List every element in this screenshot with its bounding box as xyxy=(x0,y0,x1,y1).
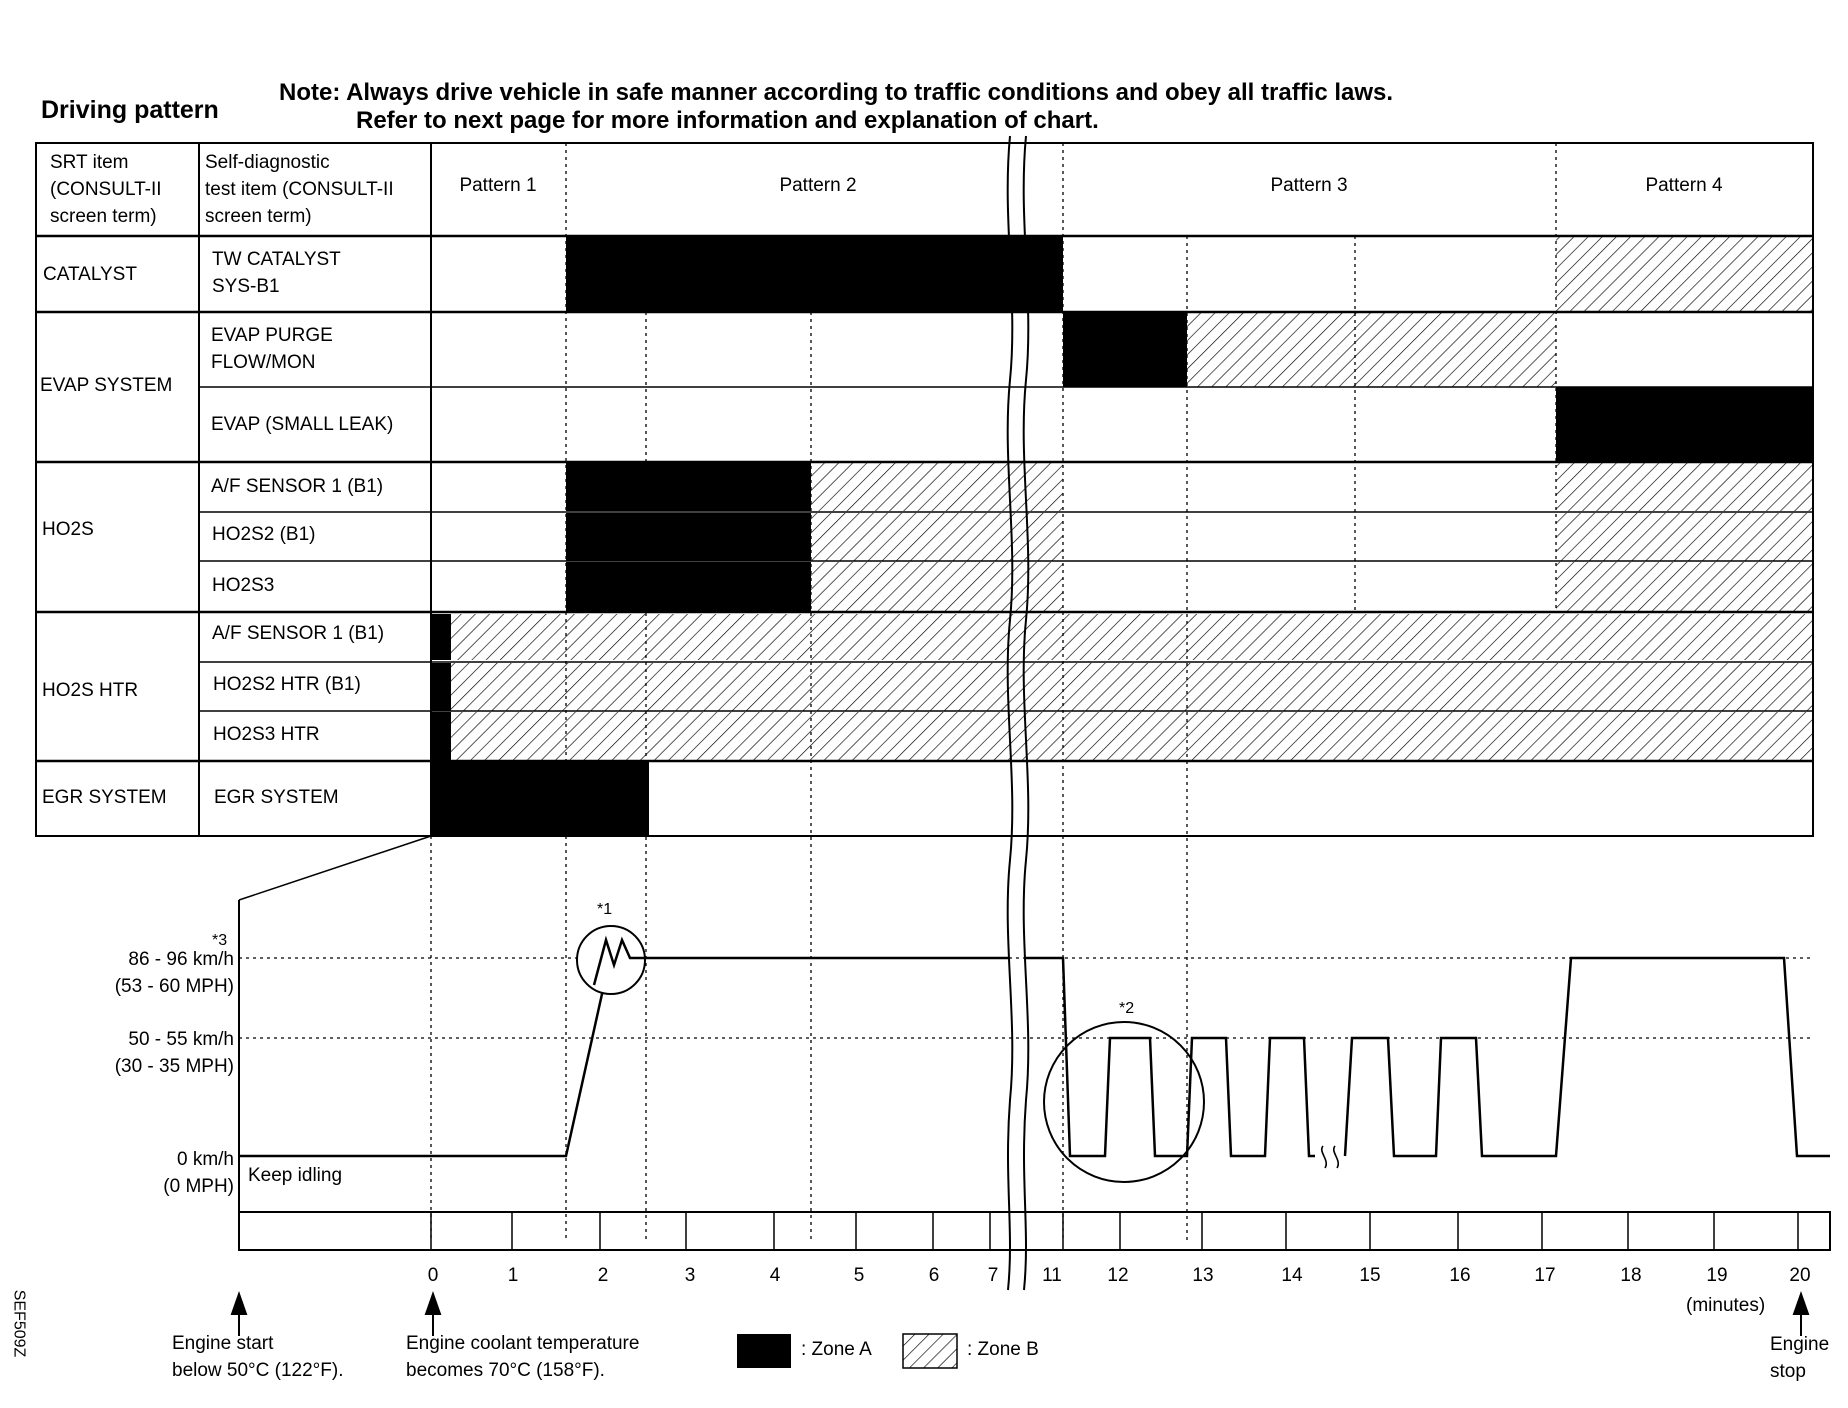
item-tw-catalyst: TW CATALYST SYS-B1 xyxy=(212,249,341,297)
marker-3: *3 xyxy=(212,932,228,949)
item-ho2s3: HO2S3 xyxy=(212,575,275,596)
zone-a-af-sensor xyxy=(566,463,811,511)
note-line-2: Refer to next page for more information and explanation of chart. xyxy=(356,107,1099,134)
zone-b-ho2s2-a xyxy=(811,513,1063,561)
zone-b-ho2s3-a xyxy=(811,562,1063,612)
zone-a-evap-small-leak xyxy=(1556,387,1813,463)
note-line-1: Note: Always drive vehicle in safe manner according to traffic conditions and obey all traffic laws. xyxy=(279,79,1394,106)
zone-b-htr-1 xyxy=(451,614,1813,660)
zone-a-evap-purge xyxy=(1063,313,1187,387)
zone-b-evap-purge xyxy=(1187,313,1556,387)
pattern-4-header: Pattern 4 xyxy=(1645,175,1723,196)
item-af-sensor-htr: A/F SENSOR 1 (B1) xyxy=(212,623,385,644)
tick-11: 11 xyxy=(1042,1265,1062,1286)
tick-16: 16 xyxy=(1449,1265,1471,1286)
zone-a-catalyst xyxy=(566,236,1063,311)
item-ho2s3-htr: HO2S3 HTR xyxy=(213,724,320,745)
tick-12: 12 xyxy=(1107,1265,1129,1286)
tick-14: 14 xyxy=(1281,1265,1303,1286)
zone-b-af-sensor-b xyxy=(1556,463,1813,511)
tick-0: 0 xyxy=(427,1265,439,1286)
zone-a-ho2s3 xyxy=(566,562,811,612)
tick-15: 15 xyxy=(1359,1265,1381,1286)
tick-2: 2 xyxy=(597,1265,609,1286)
col1-header: SRT item (CONSULT-II screen term) xyxy=(50,152,162,227)
tick-19: 19 xyxy=(1706,1265,1728,1286)
coolant-note: Engine coolant temperature becomes 70°C (158°F). xyxy=(406,1333,640,1381)
item-af-sensor: A/F SENSOR 1 (B1) xyxy=(211,476,384,497)
zone-a-htr-3 xyxy=(431,712,451,760)
tick-13: 13 xyxy=(1192,1265,1214,1286)
tick-5: 5 xyxy=(853,1265,865,1286)
pattern-3-header: Pattern 3 xyxy=(1270,175,1348,196)
tick-20: 20 xyxy=(1789,1265,1811,1286)
group-ho2s: HO2S xyxy=(42,519,94,540)
group-evap-system: EVAP SYSTEM xyxy=(40,375,173,396)
pattern-2-header: Pattern 2 xyxy=(779,175,857,196)
marker-2: *2 xyxy=(1119,1000,1135,1017)
marker-1: *1 xyxy=(597,901,613,918)
group-catalyst: CATALYST xyxy=(43,264,137,285)
zone-a-swatch xyxy=(737,1334,791,1368)
item-ho2s2-htr: HO2S2 HTR (B1) xyxy=(213,674,361,695)
engine-start-note: Engine start below 50°C (122°F). xyxy=(172,1333,344,1381)
time-unit-label: (minutes) xyxy=(1686,1295,1766,1316)
tick-7: 7 xyxy=(987,1265,999,1286)
zone-b-ho2s2-b xyxy=(1556,513,1813,561)
zone-b-htr-3 xyxy=(451,712,1813,760)
zone-b-ho2s3-b xyxy=(1556,562,1813,612)
zone-b-catalyst xyxy=(1556,236,1813,311)
diagram-title: Driving pattern xyxy=(41,96,219,124)
item-evap-purge: EVAP PURGE FLOW/MON xyxy=(211,325,333,373)
legend-zone-b: : Zone B xyxy=(967,1339,1039,1360)
tick-18: 18 xyxy=(1620,1265,1642,1286)
speed-level-high: 86 - 96 km/h (53 - 60 MPH) xyxy=(114,949,234,997)
zone-a-ho2s2 xyxy=(566,513,811,561)
zone-a-htr-2 xyxy=(431,663,451,711)
engine-stop-note: Engine stop xyxy=(1770,1334,1830,1382)
legend-zone-a: : Zone A xyxy=(801,1339,872,1360)
tick-3: 3 xyxy=(684,1265,696,1286)
item-egr-system: EGR SYSTEM xyxy=(214,787,339,808)
zone-b-htr-2 xyxy=(451,663,1813,711)
tick-1: 1 xyxy=(507,1265,519,1286)
col2-header: Self-diagnostic test item (CONSULT-II screen term) xyxy=(205,152,394,227)
tick-6: 6 xyxy=(928,1265,940,1286)
zone-a-htr-1 xyxy=(431,614,451,660)
group-ho2s-htr: HO2S HTR xyxy=(42,680,139,701)
zone-b-swatch xyxy=(903,1334,957,1368)
pattern-1-header: Pattern 1 xyxy=(459,175,537,196)
figure-id: SEF509Z xyxy=(10,1289,28,1358)
group-egr-system: EGR SYSTEM xyxy=(42,787,167,808)
speed-level-mid: 50 - 55 km/h (30 - 35 MPH) xyxy=(114,1029,234,1077)
item-evap-small-leak: EVAP (SMALL LEAK) xyxy=(211,414,394,435)
tick-4: 4 xyxy=(769,1265,781,1286)
zone-a-egr xyxy=(431,762,649,837)
item-ho2s2: HO2S2 (B1) xyxy=(212,524,316,545)
tick-17: 17 xyxy=(1534,1265,1556,1286)
speed-level-zero: 0 km/h (0 MPH) xyxy=(163,1149,234,1197)
keep-idling-label: Keep idling xyxy=(248,1165,343,1186)
